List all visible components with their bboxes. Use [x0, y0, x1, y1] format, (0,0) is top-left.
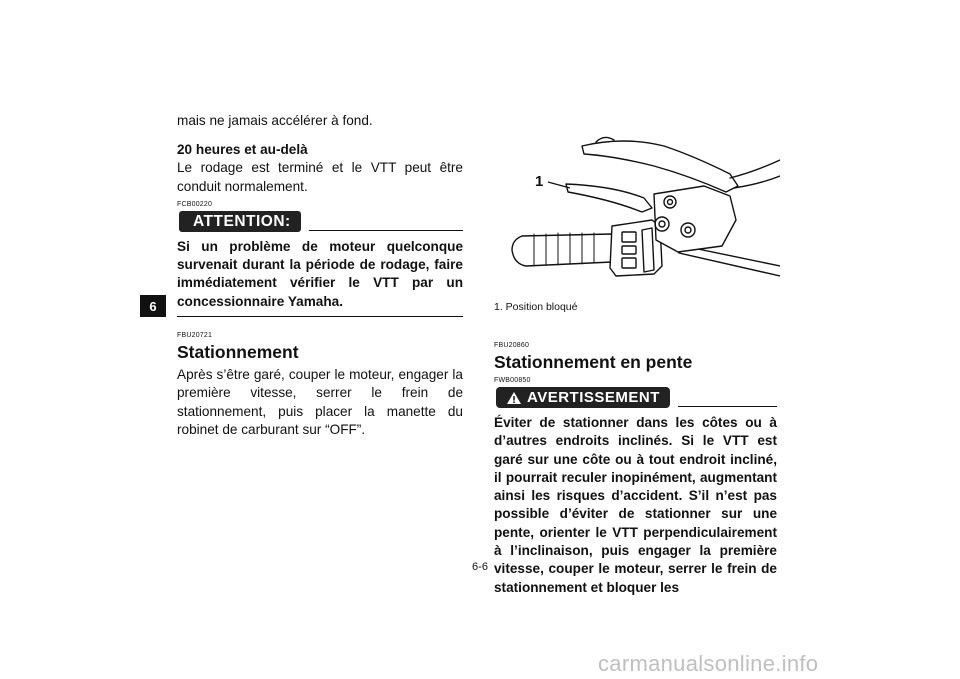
warning-label-box [496, 387, 670, 408]
watermark: carmanualsonline.info [598, 651, 819, 676]
right-column [494, 300, 777, 597]
callout-number: 1 [535, 173, 544, 190]
sub-heading: 20 heures et au-delà [177, 142, 308, 158]
attention-end-rule [177, 316, 463, 317]
attention-code: FCB00220 [177, 200, 213, 208]
section-code: FBU20721 [177, 332, 213, 340]
warning-rule [678, 406, 777, 407]
left-column [177, 112, 463, 439]
section-title-stationnement: Stationnement [177, 342, 299, 363]
sub-text: Le rodage est terminé et le VTT peut être conduit normalement. [177, 160, 463, 194]
intro-text: mais ne jamais accélérer à fond. [177, 113, 373, 128]
attention-text: Si un problème de moteur quelconque survenait durant la période de rodage, faire immédiatement vérifier le VTT par un concessionnaire Yamaha. [177, 238, 463, 309]
attention-header [177, 211, 463, 232]
chapter-tab: 6 [140, 295, 166, 317]
warning-text: Éviter de stationner dans les côtes ou à d’autres endroits inclinés. Si le VTT est garé sur une côte ou à tout endroit incliné, il pourrait reculer inopinément, augmentant ainsi les risques d’accident. S’il n’est pas possible d’éviter de stationner sur une pente, orienter le VTT perpendiculairement à l’inclinaison, puis engager la première vitesse, couper le moteur, serrer le frein de stationnement et bloquer les [494, 415, 777, 595]
warning-code: FWB00850 [494, 377, 531, 384]
page-number: 6-6 [472, 561, 488, 573]
warning-header [494, 387, 777, 408]
section-code-pente: FBU20860 [494, 342, 530, 349]
warning-label: AVERTISSEMENT [527, 389, 660, 406]
warning-triangle-icon [506, 391, 522, 405]
section-text: Après s’être garé, couper le moteur, engager la première vitesse, serrer le frein de stationnement, puis placer la manette du robinet de carburant sur “OFF”. [177, 367, 463, 437]
attention-rule [309, 230, 463, 231]
section-title-pente: Stationnement en pente [494, 352, 693, 372]
figure-caption: 1. Position bloqué [494, 301, 578, 313]
brake-lever-illustration [504, 116, 780, 300]
attention-label: ATTENTION: [179, 211, 301, 232]
